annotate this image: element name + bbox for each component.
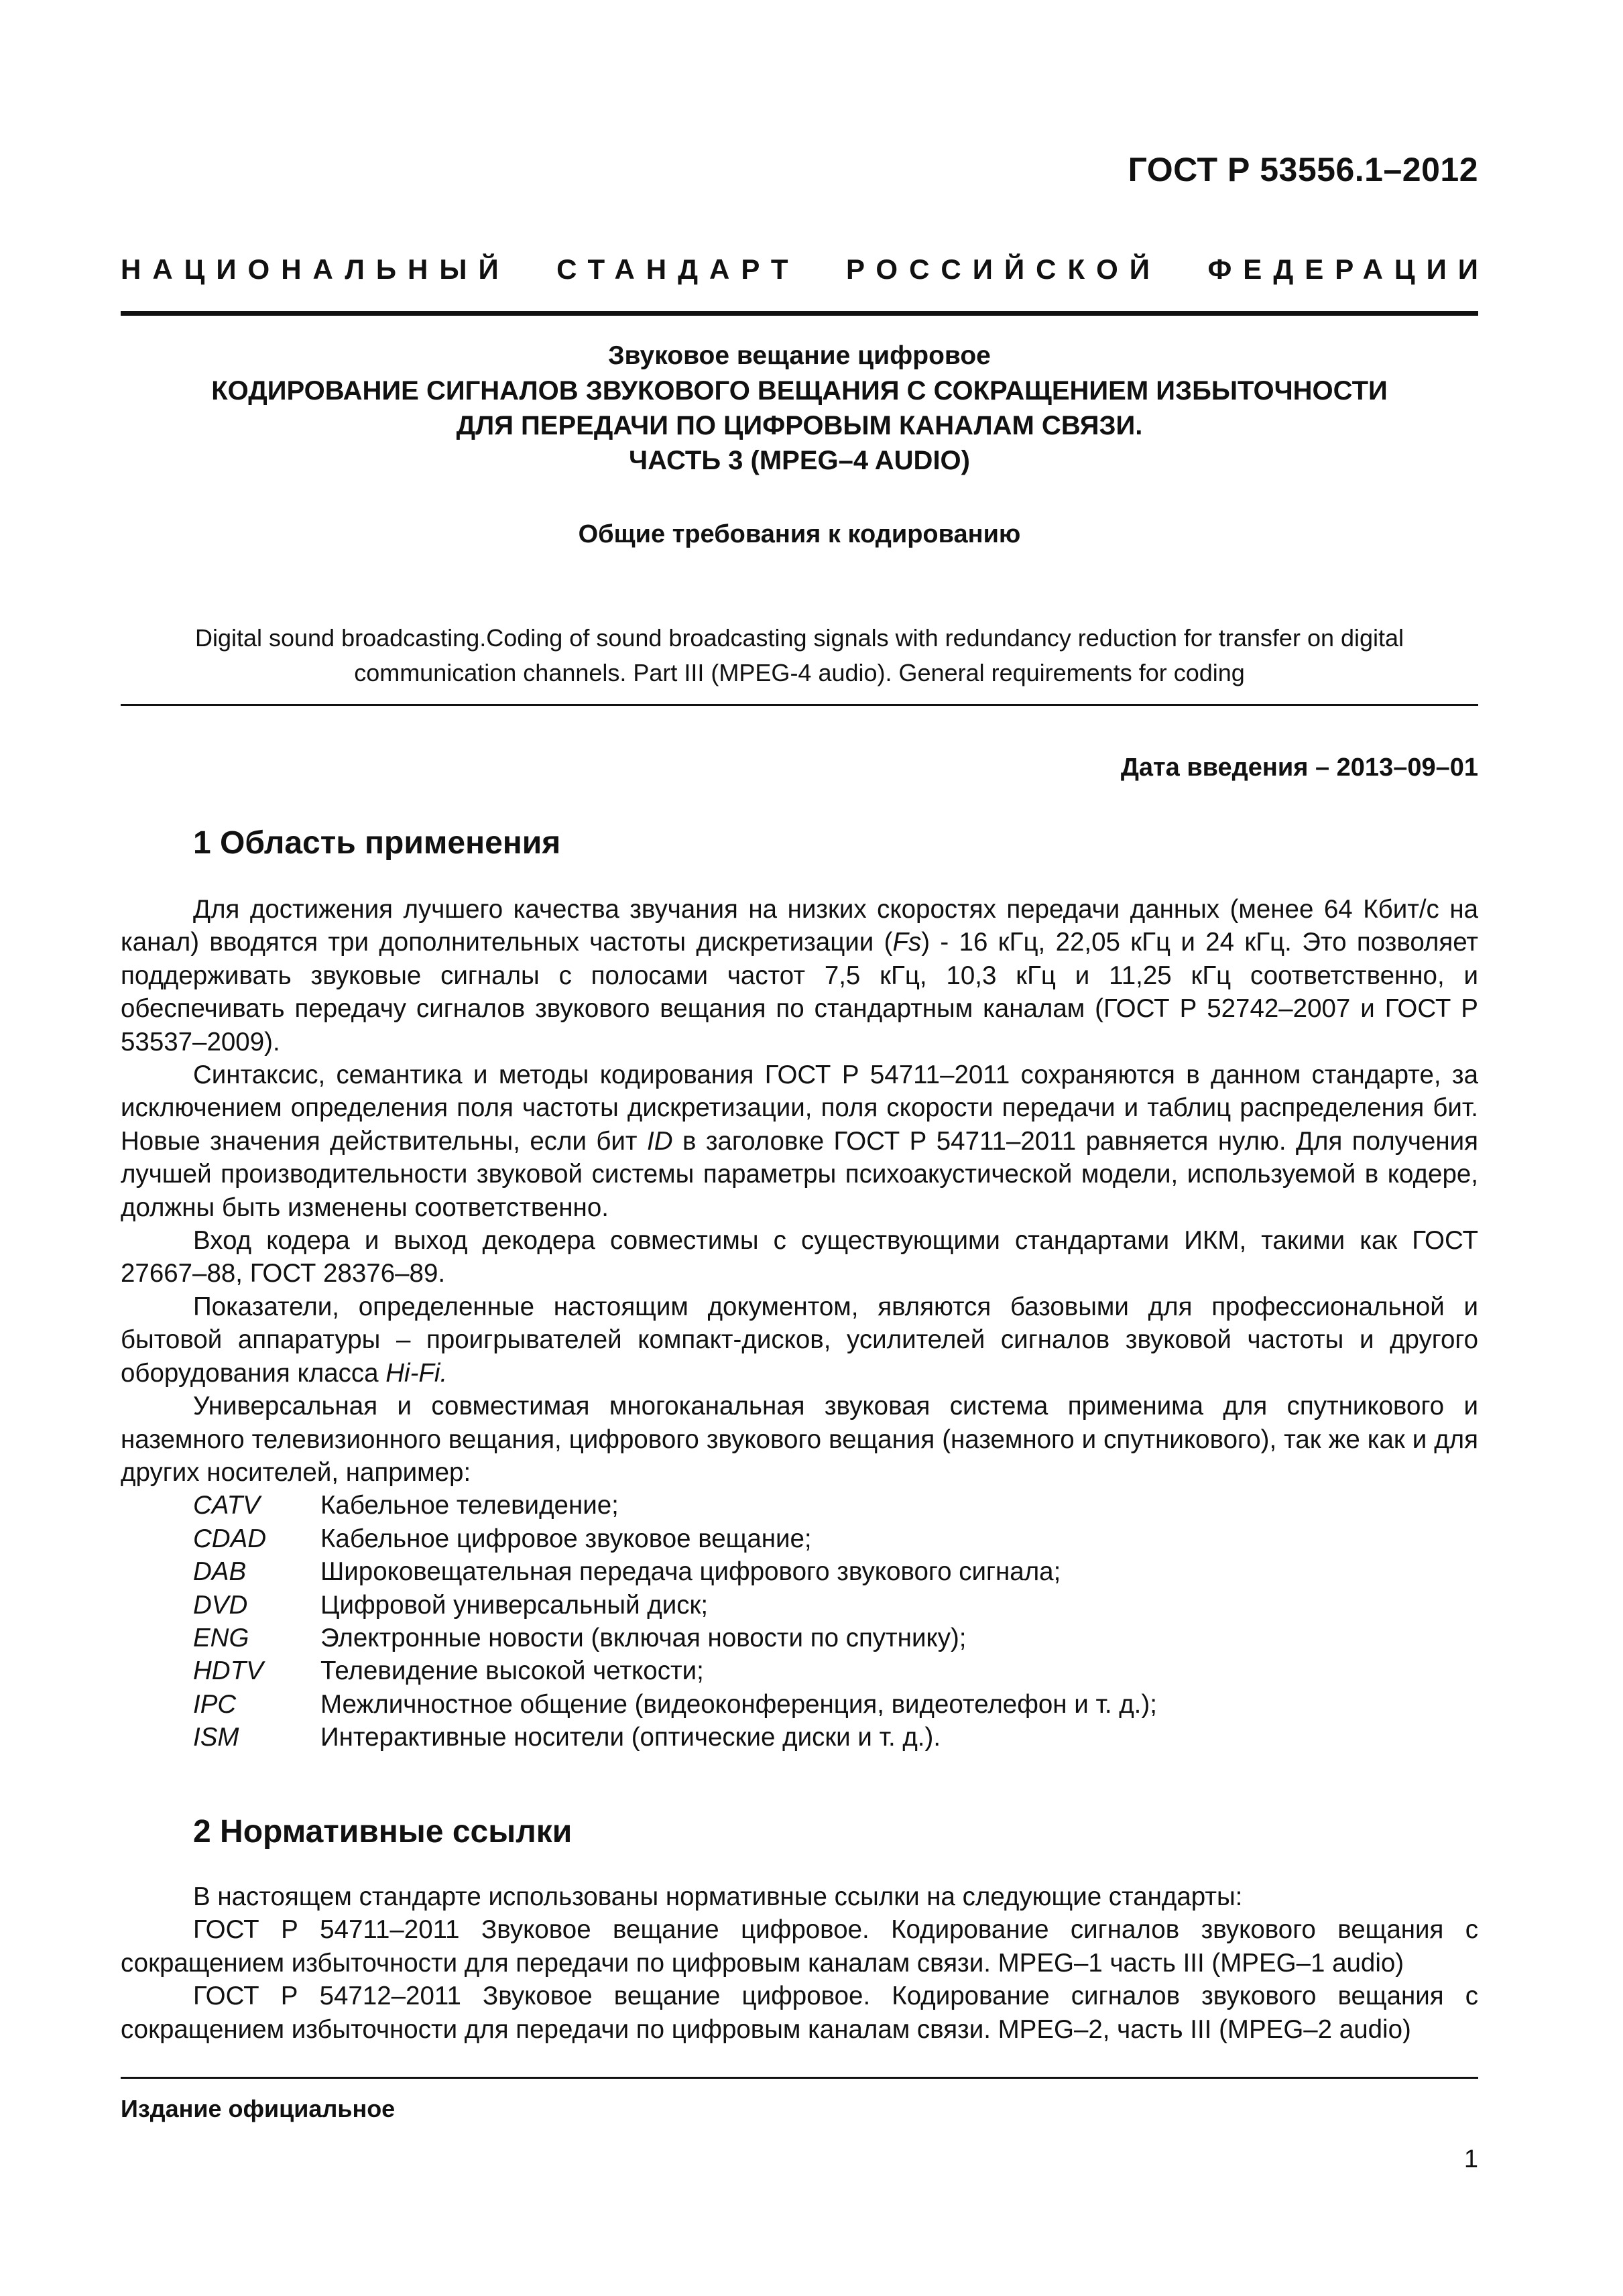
abbreviation: IPC: [193, 1689, 237, 1719]
document-title: [121, 339, 1478, 478]
abbreviation: DVD: [193, 1590, 248, 1620]
header-word-4: ФЕДЕРАЦИИ: [1207, 253, 1490, 285]
paragraph: Вход кодера и выход декодера совместимы с существующими стандартами ИКМ, такими как ГОСТ 27667–88, ГОСТ 28376–89.: [121, 1226, 1478, 1288]
list-item: [121, 1489, 1478, 1522]
section-2-heading: 2 Нормативные ссылки: [193, 1814, 573, 1850]
section-2-body: [121, 1880, 1478, 2046]
abbreviation: ENG: [193, 1623, 249, 1652]
fs-symbol: Fs: [892, 928, 922, 957]
footer-divider: [121, 2077, 1478, 2079]
list-item: [121, 1555, 1478, 1588]
national-standard-header: [121, 253, 1490, 286]
abbreviation-description: Межличностное общение (видеоконференция, видеотелефон и т. д.);: [320, 1689, 1157, 1719]
paragraph: [121, 893, 1478, 1059]
paragraph: [121, 1059, 1478, 1224]
abbreviation: HDTV: [193, 1656, 263, 1686]
english-title-line-1: Digital sound broadcasting.Coding of sound broadcasting signals with redundancy reduction for transfer on digital: [194, 624, 1404, 652]
list-item: [121, 1589, 1478, 1622]
header-word-2: СТАНДАРТ: [556, 253, 800, 285]
abbreviation-description: Широковещательная передача цифрового звукового сигнала;: [320, 1557, 1061, 1587]
page-number: 1: [1463, 2145, 1478, 2173]
list-item: [121, 1622, 1478, 1654]
abbreviation: CDAD: [193, 1524, 267, 1553]
list-item: [121, 1522, 1478, 1555]
abbreviation-list: [121, 1489, 1478, 1754]
abbreviation: CATV: [193, 1491, 260, 1520]
title-line-2: КОДИРОВАНИЕ СИГНАЛОВ ЗВУКОВОГО ВЕЩАНИЯ С СОКРАЩЕНИЕМ ИЗБЫТОЧНОСТИ: [211, 376, 1388, 406]
title-divider: [121, 704, 1478, 706]
section-1-heading: 1 Область применения: [193, 825, 561, 861]
document-subtitle: Общие требования к кодированию: [578, 520, 1021, 548]
paragraph: В настоящем стандарте использованы нормативные ссылки на следующие стандарты:: [193, 1882, 1243, 1911]
abbreviation: ISM: [193, 1723, 239, 1752]
abbreviation-description: Телевидение высокой четкости;: [320, 1656, 704, 1686]
paragraph-text: Синтаксис, семантика и методы кодирования ГОСТ Р 54711–2011 сохраняются в данном стандарте, за исключением определения поля частоты дискретизации, поля скорости передачи и таблиц распределения бит. Новые значения действительны, если бит: [121, 1061, 1478, 1156]
section-1-body: [121, 893, 1478, 1754]
title-line-4: ЧАСТЬ 3 (MPEG–4 AUDIO): [629, 446, 970, 475]
list-item: [121, 1721, 1478, 1754]
paragraph: [121, 1290, 1478, 1390]
paragraph-text: Показатели, определенные настоящим документом, являются базовыми для профессиональной и бытовой аппаратуры – проигрывателей компакт-дисков, усилителей сигналов звуковой частоты и другого оборудования класса: [121, 1292, 1478, 1388]
abbreviation-description: Цифровой универсальный диск;: [320, 1590, 709, 1620]
hifi-term: Hi-Fi.: [385, 1358, 448, 1388]
header-word-1: НАЦИОНАЛЬНЫЙ: [121, 253, 510, 285]
paragraph-text: в заголовке ГОСТ Р 54711–2011 равняется нулю. Для получения лучшей производительности звуковой системы параметры психоакустической модели, используемой в кодере, должны быть изменены соответственно.: [121, 1126, 1478, 1222]
english-title: [134, 621, 1465, 690]
list-item: [121, 1654, 1478, 1687]
list-item: [121, 1688, 1478, 1721]
abbreviation-description: Кабельное цифровое звуковое вещание;: [320, 1524, 812, 1553]
paragraph: Универсальная и совместимая многоканальная звуковая система применима для спутникового и наземного телевизионного вещания, цифрового звукового вещания (наземного и спутникового), так же как и для других носителей, например:: [121, 1392, 1478, 1487]
title-line-3: ДЛЯ ПЕРЕДАЧИ ПО ЦИФРОВЫМ КАНАЛАМ СВЯЗИ.: [456, 411, 1143, 440]
document-number: ГОСТ Р 53556.1–2012: [1128, 151, 1478, 188]
paragraph-text: Для достижения лучшего качества звучания на низких скоростях передачи данных (менее 64 Кбит/с на канал) вводятся три дополнительных частоты дискретизации (: [121, 895, 1478, 957]
paragraph: ГОСТ Р 54711–2011 Звуковое вещание цифровое. Кодирование сигналов звукового вещания с сокращением избыточности для передачи по цифровым каналам связи. MPEG–1 часть III (MPEG–1 audio): [121, 1915, 1478, 1978]
abbreviation-description: Интерактивные носители (оптические диски и т. д.).: [320, 1723, 941, 1752]
abbreviation-description: Кабельное телевидение;: [320, 1491, 619, 1520]
header-divider: [121, 311, 1478, 316]
paragraph-text: ) - 16 кГц, 22,05 кГц и 24 кГц. Это позволяет поддерживать звуковые сигналы с полосами частот 7,5 кГц, 10,3 кГц и 11,25 кГц соответственно, и обеспечивать передачу сигналов звукового вещания по стандартным каналам (ГОСТ Р 52742–2007 и ГОСТ Р 53537–2009).: [121, 928, 1479, 1056]
header-word-3: РОССИЙСКОЙ: [845, 253, 1161, 285]
id-symbol: ID: [647, 1126, 673, 1156]
abbreviation-description: Электронные новости (включая новости по спутнику);: [320, 1623, 967, 1652]
english-title-line-2: communication channels. Part III (MPEG-4 audio). General requirements for coding: [354, 659, 1245, 686]
title-line-1: Звуковое вещание цифровое: [608, 341, 991, 370]
paragraph: ГОСТ Р 54712–2011 Звуковое вещание цифровое. Кодирование сигналов звукового вещания с сокращением избыточности для передачи по цифровым каналам связи. MPEG–2, часть III (MPEG–2 audio): [121, 1982, 1478, 2044]
abbreviation: DAB: [193, 1557, 247, 1587]
edition-label: Издание официальное: [121, 2095, 396, 2122]
introduction-date: Дата введения – 2013–09–01: [1120, 753, 1478, 782]
